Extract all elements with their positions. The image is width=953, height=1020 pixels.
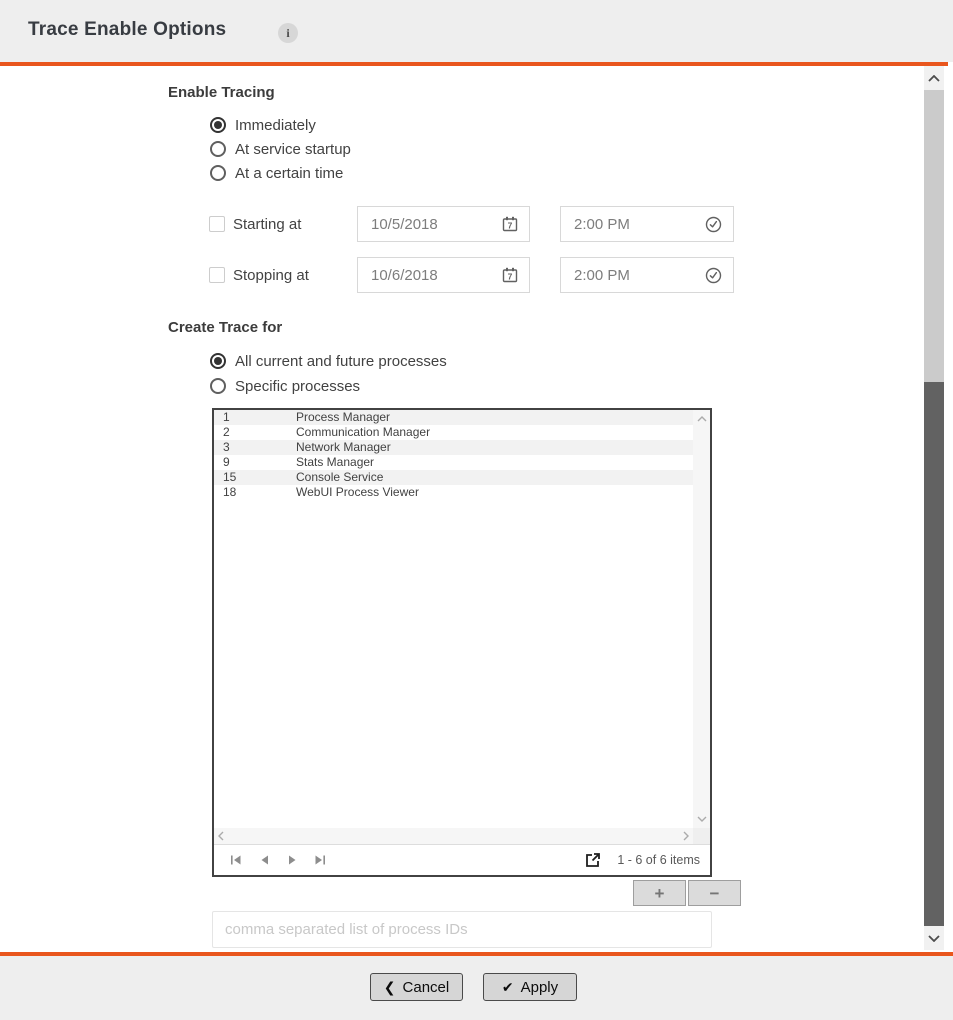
stopping-at-checkbox[interactable] <box>209 267 225 283</box>
list-item[interactable] <box>214 470 693 485</box>
starting-time-input[interactable] <box>561 216 681 233</box>
process-list-horizontal-scrollbar[interactable] <box>214 828 693 844</box>
radio-at-service-startup[interactable] <box>210 140 351 158</box>
pager-right <box>585 852 700 868</box>
stopping-time-picker <box>560 257 734 293</box>
radio-all-processes[interactable] <box>210 352 447 370</box>
first-page-icon[interactable] <box>228 852 244 868</box>
pager-status: 1 - 6 of 6 items <box>617 853 700 867</box>
starting-at-label: Starting at <box>233 215 302 233</box>
process-id-cell: 18 <box>223 485 237 499</box>
starting-date-input[interactable] <box>358 216 478 233</box>
last-page-icon[interactable] <box>312 852 328 868</box>
process-name-cell: Network Manager <box>296 440 391 454</box>
radio-label: Specific processes <box>235 377 361 395</box>
page-scrollbar-thumb[interactable] <box>924 90 944 382</box>
previous-page-icon[interactable] <box>256 852 272 868</box>
radio-immediately[interactable] <box>210 116 316 134</box>
plus-icon: + <box>654 883 665 903</box>
list-item[interactable] <box>214 410 693 425</box>
list-item[interactable] <box>214 440 693 455</box>
create-trace-for-heading: Create Trace for <box>168 319 283 336</box>
scroll-left-icon[interactable] <box>214 828 228 844</box>
svg-text:7: 7 <box>507 271 513 282</box>
scrollbar-corner <box>693 828 710 844</box>
radio-button-icon[interactable] <box>210 353 226 369</box>
radio-label: At service startup <box>235 140 351 158</box>
radio-at-a-certain-time[interactable] <box>210 164 343 182</box>
clock-icon[interactable] <box>705 267 722 284</box>
list-item[interactable] <box>214 425 693 440</box>
scroll-right-icon[interactable] <box>679 828 693 844</box>
stopping-at-row <box>209 257 343 293</box>
dialog-body <box>0 66 924 952</box>
clock-icon[interactable] <box>705 216 722 233</box>
starting-at-checkbox[interactable] <box>209 216 225 232</box>
radio-button-icon[interactable] <box>210 165 226 181</box>
radio-label: All current and future processes <box>235 352 447 370</box>
enable-tracing-heading: Enable Tracing <box>168 84 275 101</box>
apply-button[interactable] <box>483 973 577 1001</box>
add-process-button[interactable] <box>633 880 686 906</box>
process-list-rows <box>214 410 693 828</box>
cancel-button[interactable] <box>370 973 463 1001</box>
process-id-cell: 1 <box>223 410 230 424</box>
stopping-date-picker <box>357 257 530 293</box>
minus-icon: − <box>709 883 720 903</box>
check-icon: ✔ <box>501 978 514 995</box>
radio-button-icon[interactable] <box>210 117 226 133</box>
pager-nav <box>228 852 328 868</box>
export-icon[interactable] <box>585 852 601 868</box>
page-scrollbar[interactable] <box>924 66 944 950</box>
list-item[interactable] <box>214 455 693 470</box>
process-list-vertical-scrollbar[interactable] <box>693 410 710 828</box>
apply-button-label: Apply <box>520 978 559 996</box>
process-name-cell: Stats Manager <box>296 455 375 469</box>
calendar-icon[interactable] <box>502 267 518 283</box>
process-list-pager <box>214 844 710 875</box>
radio-button-icon[interactable] <box>210 378 226 394</box>
starting-time-picker <box>560 206 734 242</box>
process-name-cell: WebUI Process Viewer <box>296 485 419 499</box>
process-id-cell: 2 <box>223 425 230 439</box>
radio-specific-processes[interactable] <box>210 377 360 395</box>
page-title: Trace Enable Options <box>28 19 227 40</box>
process-name-cell: Process Manager <box>296 410 391 424</box>
remove-process-button[interactable] <box>688 880 741 906</box>
radio-button-icon[interactable] <box>210 141 226 157</box>
radio-label: Immediately <box>235 116 316 134</box>
scroll-up-icon[interactable] <box>693 412 710 426</box>
list-operations <box>633 880 741 906</box>
info-icon[interactable]: i <box>278 23 298 43</box>
cancel-button-label: Cancel <box>402 978 450 996</box>
dialog-footer <box>0 956 953 1020</box>
process-list <box>212 408 712 877</box>
next-page-icon[interactable] <box>284 852 300 868</box>
stopping-at-label: Stopping at <box>233 266 309 284</box>
page-scrollbar-track[interactable] <box>924 382 944 926</box>
page-scroll-down-icon[interactable] <box>924 926 944 950</box>
starting-date-picker <box>357 206 530 242</box>
dialog-header <box>0 0 953 62</box>
stopping-date-input[interactable] <box>358 267 478 284</box>
stopping-time-input[interactable] <box>561 267 681 284</box>
svg-text:7: 7 <box>507 220 513 231</box>
calendar-icon[interactable] <box>502 216 518 232</box>
starting-at-row <box>209 206 343 242</box>
scroll-down-icon[interactable] <box>693 812 710 826</box>
process-name-cell: Communication Manager <box>296 425 431 439</box>
radio-label: At a certain time <box>235 164 344 182</box>
process-id-cell: 3 <box>223 440 230 454</box>
page-scroll-up-icon[interactable] <box>924 66 944 90</box>
chevron-left-icon: ❮ <box>383 978 396 995</box>
list-item[interactable] <box>214 485 693 500</box>
process-ids-input[interactable] <box>212 911 712 948</box>
process-id-cell: 9 <box>223 455 230 469</box>
process-id-cell: 15 <box>223 470 237 484</box>
process-name-cell: Console Service <box>296 470 384 484</box>
